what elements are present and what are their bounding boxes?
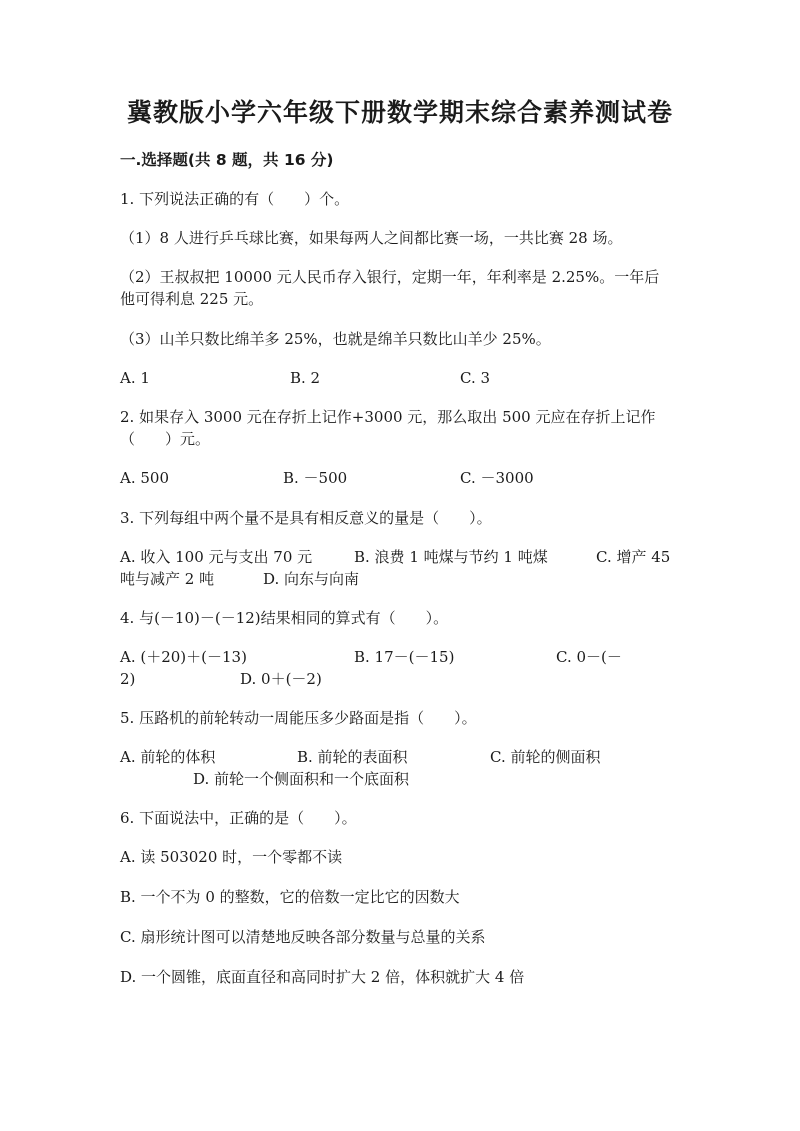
section-heading: 一.选择题(共 8 题，共 16 分) [120,151,334,169]
question-4-option-d[interactable]: D. 0＋(－2) [240,670,322,688]
question-2-stem: 2. 如果存入 3000 元在存折上记作+3000 元，那么取出 500 元应在存折上记作 [120,408,656,426]
question-1-option-b[interactable]: B. 2 [290,369,321,387]
question-6-option-b[interactable]: B. 一个不为 0 的整数，它的倍数一定比它的因数大 [120,888,460,906]
question-5-stem: 5. 压路机的前轮转动一周能压多少路面是指（ ）。 [120,709,477,727]
page-title: 冀教版小学六年级下册数学期末综合素养测试卷 [126,98,673,127]
question-4-option-b[interactable]: B. 17－(－15) [354,648,455,666]
question-5-option-c[interactable]: C. 前轮的侧面积 [490,748,601,766]
question-1-statement-3: （3）山羊只数比绵羊多 25%，也就是绵羊只数比山羊少 25%。 [120,330,551,348]
question-6-option-c[interactable]: C. 扇形统计图可以清楚地反映各部分数量与总量的关系 [120,928,486,946]
question-1-stem: 1. 下列说法正确的有（ ）个。 [120,190,350,208]
question-3-option-b[interactable]: B. 浪费 1 吨煤与节约 1 吨煤 [354,548,548,566]
question-2-option-c[interactable]: C. －3000 [460,469,534,487]
question-3-option-c-cont: 吨与减产 2 吨 [120,570,215,588]
question-6-option-d[interactable]: D. 一个圆锥，底面直径和高同时扩大 2 倍，体积就扩大 4 倍 [120,968,525,986]
question-6-stem: 6. 下面说法中，正确的是（ ）。 [120,809,357,827]
question-1-option-c[interactable]: C. 3 [460,369,491,387]
question-4-option-a[interactable]: A. (＋20)＋(－13) [120,648,247,666]
question-5-option-b[interactable]: B. 前轮的表面积 [297,748,408,766]
question-1-statement-2: （2）王叔叔把 10000 元人民币存入银行，定期一年，年利率是 2.25%。一年后 [120,268,660,286]
question-4-option-c[interactable]: C. 0－(－ [556,648,622,666]
question-1-statement-1: （1）8 人进行乒乓球比赛，如果每两人之间都比赛一场，一共比赛 28 场。 [120,229,623,247]
question-4-stem: 4. 与(－10)－(－12)结果相同的算式有（ ）。 [120,609,449,627]
question-6-option-a[interactable]: A. 读 503020 时，一个零都不读 [120,848,343,866]
question-3-stem: 3. 下列每组中两个量不是具有相反意义的量是（ ）。 [120,509,492,527]
question-5-option-a[interactable]: A. 前轮的体积 [120,748,216,766]
question-2-option-b[interactable]: B. －500 [283,469,348,487]
question-5-option-d[interactable]: D. 前轮一个侧面积和一个底面积 [193,770,410,788]
question-3-option-d[interactable]: D. 向东与向南 [263,570,360,588]
question-2-stem-cont: （ ）元。 [120,430,211,448]
question-1-option-a[interactable]: A. 1 [120,369,150,387]
question-3-option-a[interactable]: A. 收入 100 元与支出 70 元 [120,548,313,566]
question-3-option-c[interactable]: C. 增产 45 [596,548,671,566]
question-2-option-a[interactable]: A. 500 [120,469,169,487]
question-4-option-c-cont: 2) [120,670,136,688]
question-1-statement-2-cont: 他可得利息 225 元。 [120,290,264,308]
